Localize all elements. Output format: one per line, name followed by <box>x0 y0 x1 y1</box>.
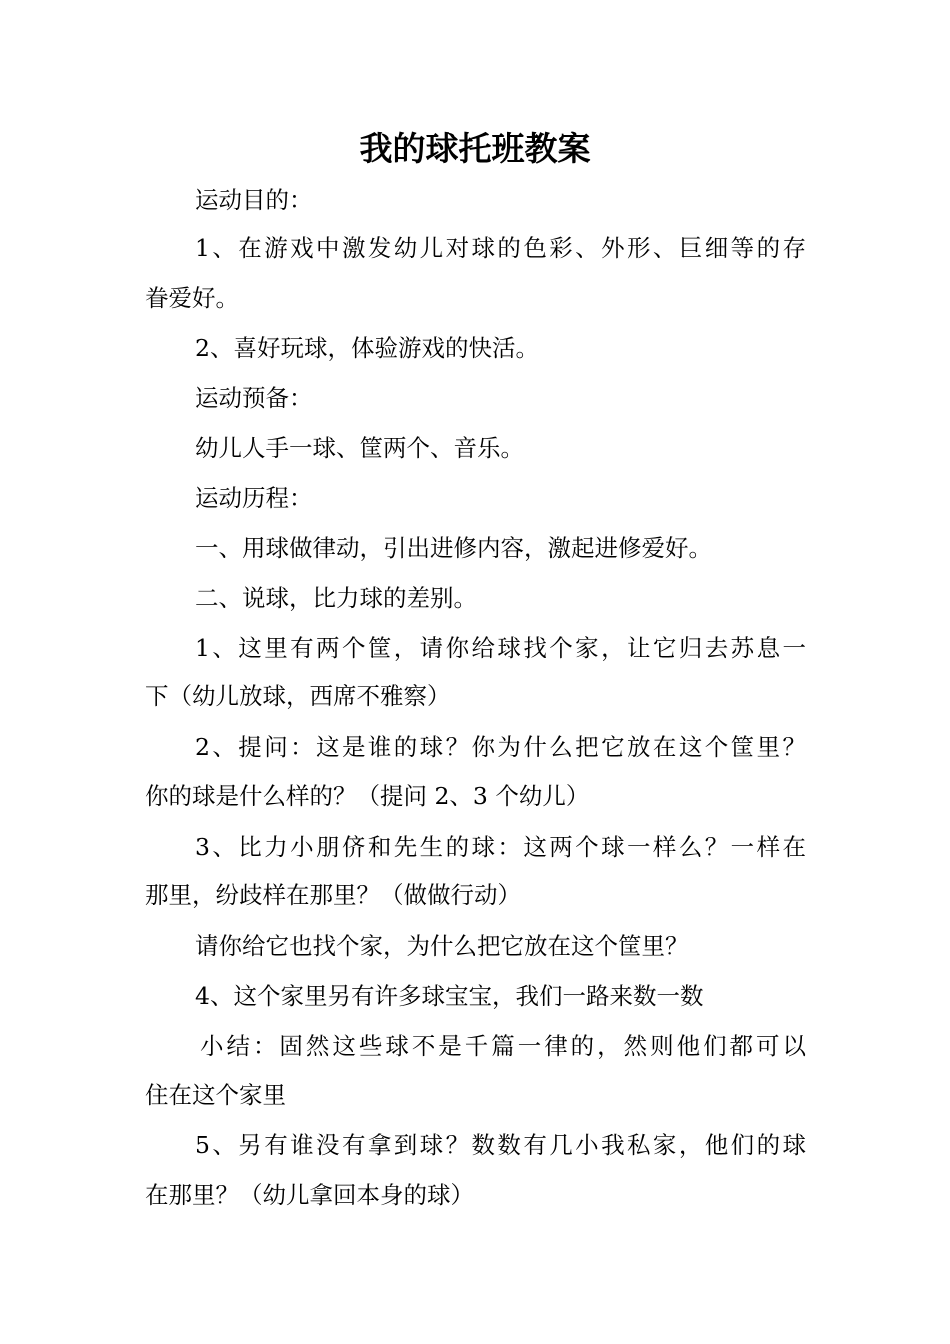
paragraph-line: 5、另有谁没有拿到球？数数有几小我私家，他们的球 <box>195 1131 806 1159</box>
paragraph-line: 那里，纷歧样在那里？（做做行动） <box>145 881 521 909</box>
paragraph-line: 住在这个家里 <box>145 1081 286 1109</box>
section-heading-goals: 运动目的： <box>195 186 313 214</box>
paragraph-line: 二、说球，比力球的差别。 <box>195 584 477 612</box>
paragraph-line: 小结：固然这些球不是千篇一律的，然则他们都可以 <box>200 1032 806 1060</box>
paragraph-line: 2、提问：这是谁的球？你为什么把它放在这个筐里？ <box>195 733 806 761</box>
paragraph-line: 3、比力小朋侪和先生的球：这两个球一样么？一样在 <box>195 833 806 861</box>
section-heading-preparation: 运动预备： <box>195 384 313 412</box>
section-heading-process: 运动历程： <box>195 484 313 512</box>
paragraph-line: 你的球是什么样的？（提问 2、3 个幼儿） <box>145 782 590 810</box>
paragraph-line: 一、用球做律动，引出进修内容，激起进修爱好。 <box>195 534 712 562</box>
paragraph-line: 下（幼儿放球，西席不雅察） <box>145 682 451 710</box>
paragraph-line: 1、这里有两个筐，请你给球找个家，让它归去苏息一 <box>195 634 806 662</box>
paragraph-line: 1、在游戏中激发幼儿对球的色彩、外形、巨细等的存 <box>195 234 806 262</box>
paragraph-line: 在那里？（幼儿拿回本身的球） <box>145 1181 474 1209</box>
paragraph-line: 幼儿人手一球、筐两个、音乐。 <box>195 434 524 462</box>
paragraph-line: 4、这个家里另有许多球宝宝，我们一路来数一数 <box>195 982 704 1010</box>
document-title: 我的球托班教案 <box>359 129 591 168</box>
paragraph-line: 请你给它也找个家，为什么把它放在这个筐里？ <box>195 932 689 960</box>
paragraph-line: 2、喜好玩球，体验游戏的快活。 <box>195 334 539 362</box>
paragraph-line: 眷爱好。 <box>145 284 239 312</box>
